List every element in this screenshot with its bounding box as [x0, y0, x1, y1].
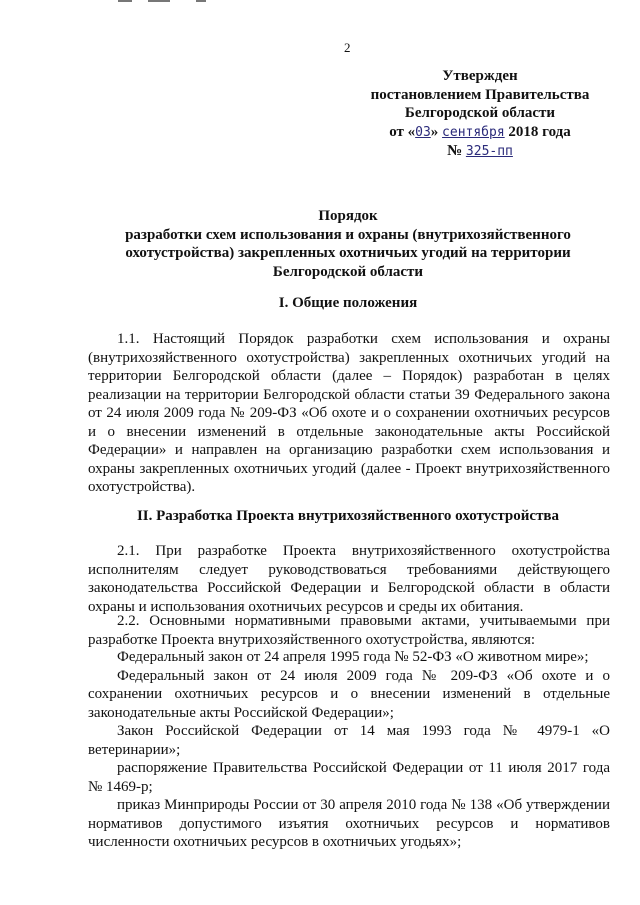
- date-suffix: 2018 года: [504, 123, 571, 140]
- approval-number: [350, 142, 610, 162]
- list-item: Закон Российской Федерации от 14 мая 1993 года № 4979-1 «О ветеринарии»;: [88, 723, 610, 758]
- approval-region: Белгородской области: [404, 105, 556, 121]
- section-heading-general: I. Общие положения: [278, 295, 418, 311]
- list-item: Федеральный закон от 24 апреля 1995 года № 52-ФЗ «О животном мире»;: [117, 649, 589, 665]
- date-day: 03: [415, 124, 431, 140]
- paragraph-2-1: 2.1. При разработке Проекта внутрихозяйственного охотустройства исполнителям следует руководствоваться требованиями действующего законодательства Российской Федерации и Белгородской области в области охраны и использования охотничьих ресурсов и среды их обитания.: [88, 543, 610, 615]
- number-prefix: №: [447, 143, 466, 159]
- number-value: 325-пп: [465, 144, 513, 159]
- title-line-3: охотустройства) закрепленных охотничьих угодий на территории: [125, 245, 571, 261]
- date-mid: »: [430, 123, 443, 140]
- section-heading-development: II. Разработка Проекта внутрихозяйственного охотустройства: [136, 508, 560, 524]
- date-prefix: от «: [389, 123, 416, 140]
- date-month: сентября: [442, 124, 505, 140]
- scan-artifact-marks: [118, 0, 218, 4]
- approval-date: [350, 123, 610, 143]
- list-item: приказ Минприроды России от 30 апреля 2010 года № 138 «Об утверждении нормативов допустимого изъятия охотничьих ресурсов и нормативов численности охотничьих ресурсов в охотничьих угодьях»;: [88, 797, 610, 850]
- page-number: 2: [344, 40, 351, 55]
- title-line-2: разработки схем использования и охраны (внутрихозяйственного: [125, 226, 571, 243]
- list-item: Федеральный закон от 24 июля 2009 года № 209-ФЗ «Об охоте и о сохранении охотничьих ресурсов и о внесении изменений в отдельные законодательные акты Российской Федерации»;: [88, 667, 610, 721]
- list-item: распоряжение Правительства Российской Федерации от 11 июля 2017 года № 1469-р;: [88, 760, 610, 795]
- paragraph-2-2: 2.2. Основными нормативными правовыми актами, учитываемыми при разработке Проекта внутрихозяйственного охотустройства, являются:: [88, 613, 610, 648]
- document-title: [88, 207, 608, 281]
- approval-title: Утвержден: [442, 68, 518, 84]
- legal-acts-list: [88, 648, 610, 852]
- title-line-4: Белгородской области: [272, 263, 424, 280]
- title-line-1: Порядок: [318, 208, 378, 224]
- approval-block: [350, 67, 610, 162]
- approval-authority: постановлением Правительства: [370, 86, 590, 103]
- paragraph-1-1: 1.1. Настоящий Порядок разработки схем использования и охраны (внутрихозяйственного охотустройства) закрепленных охотничьих угодий на территории Белгородской области (далее – Порядок) разработан в целях реализации на территории Белгородской области статьи 39 Федерального закона от 24 июля 2009 года № 209-ФЗ «Об охоте и о сохранении охотничьих ресурсов и о внесении изменений в отдельные законодательные акты Российской Федерации» и направлен на организацию разработки схем использования и охраны закрепленных охотничьих угодий (далее - Проект внутрихозяйственного охотустройства).: [88, 331, 610, 495]
